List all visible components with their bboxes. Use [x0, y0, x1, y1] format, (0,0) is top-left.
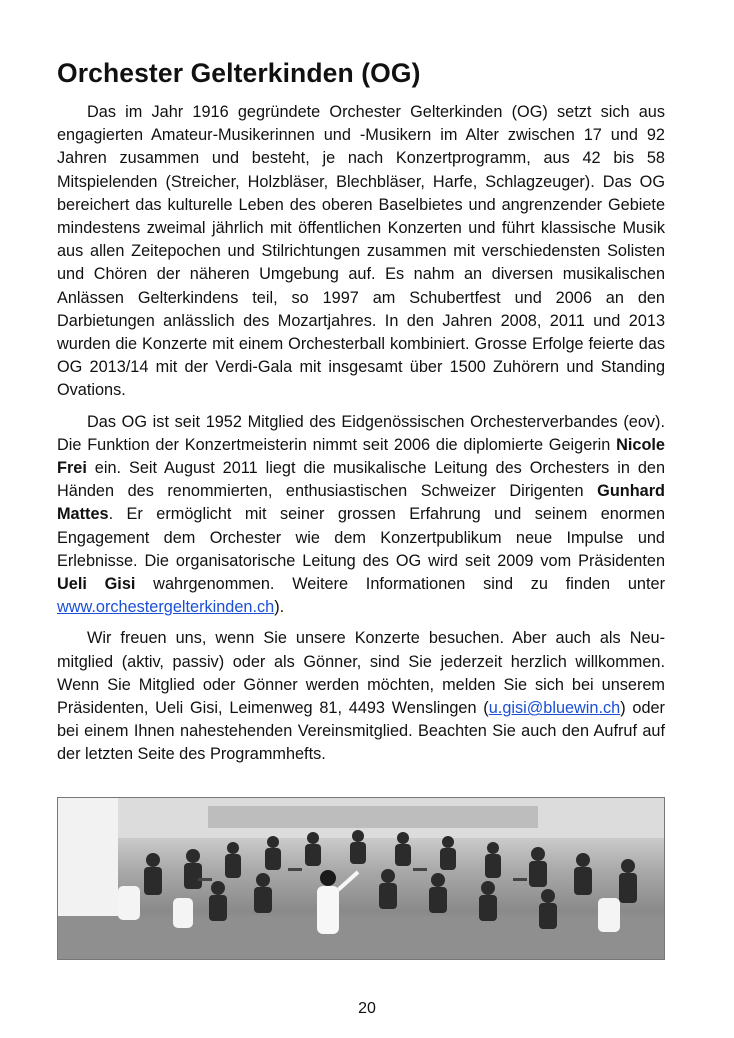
- text-segment: ).: [274, 598, 285, 617]
- page-title: Orchester Gelterkinden (OG): [57, 58, 421, 88]
- paragraph-leadership: [57, 411, 665, 620]
- paragraph-membership: [57, 627, 665, 766]
- website-link[interactable]: www.orchestergelterkinden.ch: [57, 598, 275, 617]
- page-number: 20: [358, 1000, 376, 1017]
- orchestra-photo: [57, 797, 665, 960]
- name-conductor: Gunhard Mattes: [57, 482, 665, 524]
- orchestra-photo-icon: [58, 798, 664, 959]
- text-segment: ein. Seit August 2011 liegt die musikalische Leitung des Orchesters in den Händen des renommierten, enthusiastischen Schweizer Dirigenten: [57, 459, 665, 501]
- text-segment: . Er ermöglicht mit seiner grossen Erfahrung und seinem enormen Engagement dem Orchester wie dem Konzertpublikum neue Impulse und Erlebnisse. Die organisatorische Leitung des OG wird seit 2009 vom Präsidenten: [57, 505, 665, 570]
- email-link[interactable]: u.gisi@bluewin.ch: [488, 699, 621, 718]
- text-segment: Das OG ist seit 1952 Mitglied des Eidgenössischen Orchesterverbandes (eov). Die Funktion der Konzertmeisterin nimmt seit 2006 die diplomierte Geigerin: [57, 412, 665, 454]
- document-page: [57, 58, 665, 775]
- text-segment: Wir freuen uns, wenn Sie unsere Konzerte besuchen. Aber auch als Neumitglied (aktiv, passiv) oder als Gönner, sind Sie jederzeit herzlich willkommen. Wenn Sie Mitglied oder Gönner werden möchten, melden Sie sich bei unserem Präsidenten, Ueli Gisi, Leimenweg 81, 4493 Wenslingen (: [57, 629, 665, 718]
- name-president: Ueli Gisi: [57, 575, 136, 594]
- text-segment: ) oder bei einem Ihnen nahestehenden Vereinsmitglied. Beachten Sie auch den Aufruf auf der letzten Seite des Programmhefts.: [57, 699, 665, 764]
- name-concertmaster: Nicole Frei: [57, 435, 665, 478]
- paragraph-history: Das im Jahr 1916 gegründete Orchester Gelterkinden (OG) setzt sich aus engagierten Amateur-Musikerinnen und -Musikern im Alter zwischen 17 und 92 Jahren zusammen und besteht, je nach Konzertprogramm, aus 42 bis 58 Mitspielenden (Streicher, Holzbläser, Blechbläser, Harfe, Schlagzeuger). Das OG bereichert das kulturelle Leben des oberen Baselbietes und angrenzender Gebiete mindestens zweimal jährlich mit öffentlichen Konzerten und führt klassische Musik aus allen Zeitepochen und Stilrichtungen zusammen mit verschiedensten Solisten und Chören der näheren Umgebung auf. Es nahm an diversen musikalischen Anlässen Gelterkindens teil, so 1997 am Schubertfest und 2006 an den Darbietungen anlässlich des Mozartjahres. In den Jahren 2008, 2011 und 2013 wurden die Konzerte mit einem Orchesterball kombiniert. Grosse Erfolge feierte das OG 2013/14 mit der Verdi-Gala mit insgesamt über 1500 Zuhörern und Standing Ovations.: [57, 103, 665, 400]
- text-segment: wahrgenommen. Weitere Informationen sind zu finden unter: [135, 575, 665, 594]
